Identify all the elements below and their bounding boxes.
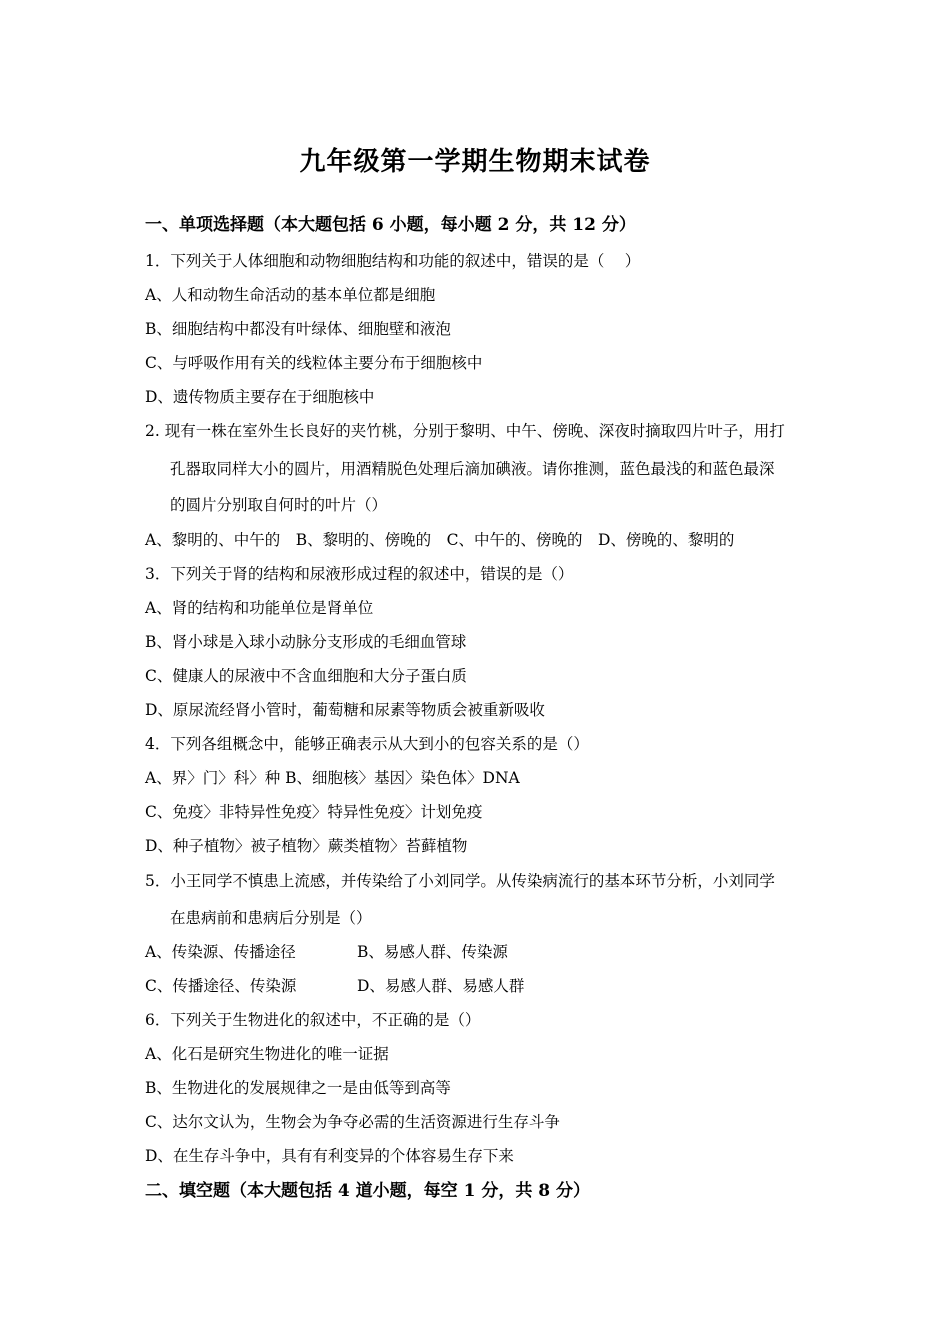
question-1-option-b: B、细胞结构中都没有叶绿体、细胞壁和液泡 bbox=[145, 320, 451, 338]
question-5-option-b: B、易感人群、传染源 bbox=[357, 943, 508, 961]
question-5-stem-line-1: 5．小王同学不慎患上流感，并传染给了小刘同学。从传染病流行的基本环节分析，小刘同学 bbox=[145, 872, 775, 890]
question-4-options-ab: A、界〉门〉科〉种 B、细胞核〉基因〉染色体〉DNA bbox=[145, 769, 520, 787]
question-2-stem-line-3: 的圆片分别取自何时的叶片（） bbox=[170, 496, 388, 514]
question-3-option-d: D、原尿流经肾小管时，葡萄糖和尿素等物质会被重新吸收 bbox=[145, 701, 545, 719]
question-6-option-b: B、生物进化的发展规律之一是由低等到高等 bbox=[145, 1079, 451, 1097]
question-6-stem: 6．下列关于生物进化的叙述中，不正确的是（） bbox=[145, 1011, 481, 1029]
question-4-option-d: D、种子植物〉被子植物〉蕨类植物〉苔藓植物 bbox=[145, 837, 468, 855]
question-2-stem-line-2: 孔器取同样大小的圆片，用酒精脱色处理后滴加碘液。请你推测，蓝色最浅的和蓝色最深 bbox=[170, 460, 775, 478]
question-1-option-c: C、与呼吸作用有关的线粒体主要分布于细胞核中 bbox=[145, 354, 483, 372]
question-2-options: A、黎明的、中午的 B、黎明的、傍晚的 C、中午的、傍晚的 D、傍晚的、黎明的 bbox=[145, 531, 735, 549]
question-1-option-d: D、遗传物质主要存在于细胞核中 bbox=[145, 388, 375, 406]
question-4-option-c: C、免疫〉非特异性免疫〉特异性免疫〉计划免疫 bbox=[145, 803, 483, 821]
question-4-stem: 4．下列各组概念中，能够正确表示从大到小的包容关系的是（） bbox=[145, 735, 589, 753]
question-2-stem-line-1: 2. 现有一株在室外生长良好的夹竹桃，分别于黎明、中午、傍晚、深夜时摘取四片叶子，用打 bbox=[145, 422, 785, 440]
question-6-option-a: A、化石是研究生物进化的唯一证据 bbox=[145, 1045, 389, 1063]
section-heading-single-choice: 一、单项选择题（本大题包括 6 小题，每小题 2 分，共 12 分） bbox=[145, 215, 636, 235]
question-5-stem-line-2: 在患病前和患病后分别是（） bbox=[170, 909, 372, 927]
question-6-option-d: D、在生存斗争中，具有有利变异的个体容易生存下来 bbox=[145, 1147, 514, 1165]
question-1-option-a: A、人和动物生命活动的基本单位都是细胞 bbox=[145, 286, 436, 304]
section-heading-fill-in: 二、填空题（本大题包括 4 道小题，每空 1 分，共 8 分） bbox=[145, 1181, 590, 1201]
question-3-option-b: B、肾小球是入球小动脉分支形成的毛细血管球 bbox=[145, 633, 467, 651]
page-title: 九年级第一学期生物期末试卷 bbox=[299, 147, 651, 177]
question-6-option-c: C、达尔文认为，生物会为争夺必需的生活资源进行生存斗争 bbox=[145, 1113, 560, 1131]
question-5-option-c: C、传播途径、传染源 bbox=[145, 977, 297, 995]
question-5-option-d: D、易感人群、易感人群 bbox=[357, 977, 525, 995]
question-3-option-c: C、健康人的尿液中不含血细胞和大分子蛋白质 bbox=[145, 667, 467, 685]
question-3-stem: 3．下列关于肾的结构和尿液形成过程的叙述中，错误的是（） bbox=[145, 565, 574, 583]
question-1-stem: 1．下列关于人体细胞和动物细胞结构和功能的叙述中，错误的是（ ） bbox=[145, 252, 641, 270]
question-3-option-a: A、肾的结构和功能单位是肾单位 bbox=[145, 599, 374, 617]
question-5-option-a: A、传染源、传播途径 bbox=[145, 943, 296, 961]
